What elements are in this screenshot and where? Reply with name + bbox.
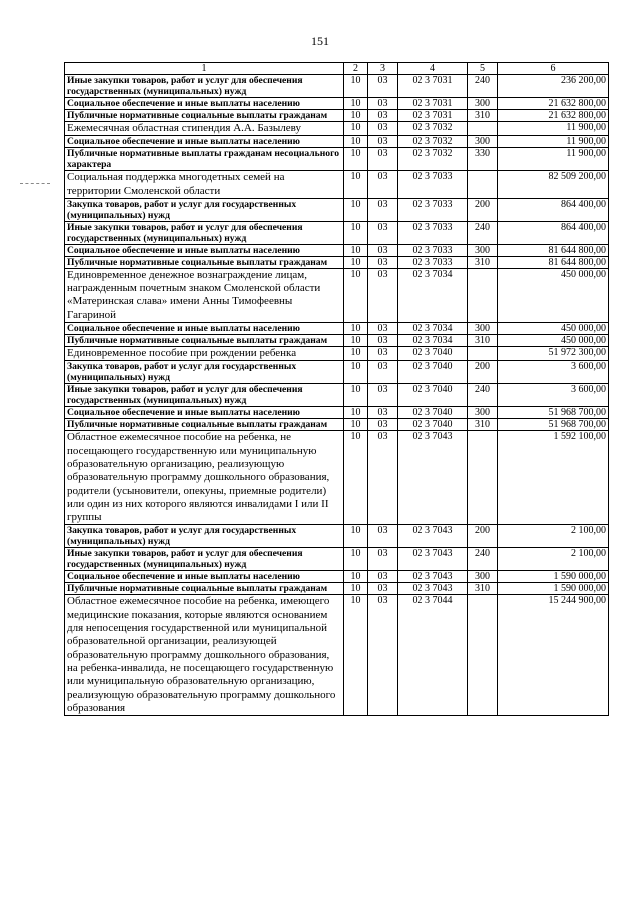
target-article-cell: 02 3 7040 [398,407,468,419]
table-row [65,335,609,347]
table-row [65,256,609,268]
row-name-cell: Публичные нормативные социальные выплаты гражданам [65,419,344,431]
row-name-cell: Ежемесячная областная стипендия А.А. Базылеву [65,122,344,136]
target-article-cell: 02 3 7043 [398,431,468,525]
subsection-code-cell: 03 [368,256,398,268]
amount-cell: 82 509 200,00 [498,171,609,199]
expense-type-cell: 310 [468,335,498,347]
target-article-cell: 02 3 7040 [398,347,468,361]
section-code-cell: 10 [344,595,368,716]
expense-type-cell: 330 [468,148,498,171]
subsection-code-cell: 03 [368,419,398,431]
section-code-cell: 10 [344,122,368,136]
row-name-cell: Публичные нормативные социальные выплаты гражданам [65,110,344,122]
row-name-cell: Публичные нормативные социальные выплаты гражданам [65,335,344,347]
subsection-code-cell: 03 [368,525,398,548]
expense-type-cell [468,595,498,716]
section-code-cell: 10 [344,244,368,256]
amount-cell: 11 900,00 [498,136,609,148]
row-name-cell: Закупка товаров, работ и услуг для государственных (муниципальных) нужд [65,361,344,384]
table-row [65,122,609,136]
amount-cell: 81 644 800,00 [498,244,609,256]
target-article-cell: 02 3 7040 [398,419,468,431]
section-code-cell: 10 [344,347,368,361]
section-code-cell: 10 [344,148,368,171]
header-cell-1: 1 [65,63,344,75]
header-cell-3: 3 [368,63,398,75]
expense-type-cell [468,431,498,525]
target-article-cell: 02 3 7033 [398,256,468,268]
section-code-cell: 10 [344,136,368,148]
table-row [65,98,609,110]
expense-type-cell: 240 [468,384,498,407]
expense-type-cell: 310 [468,110,498,122]
table-row [65,75,609,98]
amount-cell: 1 590 000,00 [498,571,609,583]
target-article-cell: 02 3 7044 [398,595,468,716]
amount-cell: 2 100,00 [498,548,609,571]
table-row [65,110,609,122]
header-row [65,63,609,75]
subsection-code-cell: 03 [368,122,398,136]
expense-type-cell: 300 [468,571,498,583]
subsection-code-cell: 03 [368,595,398,716]
row-name-cell: Социальное обеспечение и иные выплаты населению [65,136,344,148]
amount-cell: 1 592 100,00 [498,431,609,525]
target-article-cell: 02 3 7043 [398,548,468,571]
section-code-cell: 10 [344,268,368,322]
subsection-code-cell: 03 [368,244,398,256]
target-article-cell: 02 3 7033 [398,171,468,199]
target-article-cell: 02 3 7043 [398,571,468,583]
section-code-cell: 10 [344,335,368,347]
subsection-code-cell: 03 [368,431,398,525]
section-code-cell: 10 [344,75,368,98]
header-cell-4: 4 [398,63,468,75]
subsection-code-cell: 03 [368,384,398,407]
row-name-cell: Социальное обеспечение и иные выплаты населению [65,571,344,583]
row-name-cell: Единовременное денежное вознаграждение лицам, награжденным почетным знаком Смоленской области «Материнская слава» имени Анны Тимофеевны Гагариной [65,268,344,322]
table-row [65,419,609,431]
target-article-cell: 02 3 7034 [398,268,468,322]
subsection-code-cell: 03 [368,110,398,122]
section-code-cell: 10 [344,571,368,583]
amount-cell: 21 632 800,00 [498,98,609,110]
row-name-cell: Публичные нормативные выплаты гражданам несоциального характера [65,148,344,171]
target-article-cell: 02 3 7031 [398,98,468,110]
expense-type-cell: 300 [468,407,498,419]
amount-cell: 450 000,00 [498,268,609,322]
budget-table [64,62,609,716]
row-name-cell: Социальная поддержка многодетных семей на территории Смоленской области [65,171,344,199]
row-name-cell: Социальное обеспечение и иные выплаты населению [65,244,344,256]
section-code-cell: 10 [344,384,368,407]
expense-type-cell: 300 [468,136,498,148]
row-name-cell: Социальное обеспечение и иные выплаты населению [65,407,344,419]
amount-cell: 21 632 800,00 [498,110,609,122]
row-name-cell: Иные закупки товаров, работ и услуг для обеспечения государственных (муниципальных) нужд [65,548,344,571]
expense-type-cell: 300 [468,244,498,256]
expense-type-cell [468,268,498,322]
amount-cell: 1 590 000,00 [498,583,609,595]
header-cell-2: 2 [344,63,368,75]
section-code-cell: 10 [344,171,368,199]
expense-type-cell: 300 [468,323,498,335]
amount-cell: 51 968 700,00 [498,407,609,419]
expense-type-cell: 300 [468,98,498,110]
amount-cell: 864 400,00 [498,221,609,244]
section-code-cell: 10 [344,431,368,525]
table-body [65,75,609,716]
amount-cell: 11 900,00 [498,122,609,136]
subsection-code-cell: 03 [368,198,398,221]
expense-type-cell: 200 [468,198,498,221]
table-row [65,595,609,716]
table-row [65,148,609,171]
amount-cell: 3 600,00 [498,361,609,384]
table-row [65,548,609,571]
section-code-cell: 10 [344,221,368,244]
subsection-code-cell: 03 [368,571,398,583]
amount-cell: 81 644 800,00 [498,256,609,268]
target-article-cell: 02 3 7040 [398,384,468,407]
expense-type-cell: 240 [468,548,498,571]
section-code-cell: 10 [344,407,368,419]
amount-cell: 864 400,00 [498,198,609,221]
amount-cell: 51 972 300,00 [498,347,609,361]
section-code-cell: 10 [344,525,368,548]
subsection-code-cell: 03 [368,268,398,322]
header-cell-6: 6 [498,63,609,75]
section-code-cell: 10 [344,548,368,571]
target-article-cell: 02 3 7034 [398,335,468,347]
amount-cell: 15 244 900,00 [498,595,609,716]
target-article-cell: 02 3 7032 [398,148,468,171]
subsection-code-cell: 03 [368,171,398,199]
target-article-cell: 02 3 7033 [398,198,468,221]
table-row [65,407,609,419]
section-code-cell: 10 [344,110,368,122]
target-article-cell: 02 3 7040 [398,361,468,384]
expense-type-cell [468,347,498,361]
row-name-cell: Иные закупки товаров, работ и услуг для обеспечения государственных (муниципальных) нужд [65,384,344,407]
target-article-cell: 02 3 7033 [398,244,468,256]
expense-type-cell: 200 [468,361,498,384]
table-row [65,571,609,583]
subsection-code-cell: 03 [368,98,398,110]
section-code-cell: 10 [344,583,368,595]
section-code-cell: 10 [344,361,368,384]
table-row [65,221,609,244]
target-article-cell: 02 3 7043 [398,525,468,548]
page-number: 151 [311,34,329,48]
subsection-code-cell: 03 [368,221,398,244]
row-name-cell: Социальное обеспечение и иные выплаты населению [65,323,344,335]
expense-type-cell [468,122,498,136]
table-row [65,198,609,221]
target-article-cell: 02 3 7034 [398,323,468,335]
amount-cell: 3 600,00 [498,384,609,407]
row-name-cell: Иные закупки товаров, работ и услуг для обеспечения государственных (муниципальных) нужд [65,221,344,244]
table-row [65,583,609,595]
section-code-cell: 10 [344,198,368,221]
row-name-cell: Закупка товаров, работ и услуг для государственных (муниципальных) нужд [65,525,344,548]
expense-type-cell: 310 [468,583,498,595]
table-row [65,361,609,384]
amount-cell: 2 100,00 [498,525,609,548]
subsection-code-cell: 03 [368,347,398,361]
subsection-code-cell: 03 [368,75,398,98]
subsection-code-cell: 03 [368,323,398,335]
subsection-code-cell: 03 [368,335,398,347]
row-name-cell: Областное ежемесячное пособие на ребенка, не посещающего государственную или муниципальную образовательную организацию, реализующую образовательную программу дошкольного образования, родители (усыновители, опекуны, приемные родители) или один из них которого являются инвалидами I или II группы [65,431,344,525]
row-name-cell: Публичные нормативные социальные выплаты гражданам [65,256,344,268]
section-code-cell: 10 [344,419,368,431]
subsection-code-cell: 03 [368,136,398,148]
row-name-cell: Закупка товаров, работ и услуг для государственных (муниципальных) нужд [65,198,344,221]
expense-type-cell: 310 [468,419,498,431]
row-name-cell: Единовременное пособие при рождении ребенка [65,347,344,361]
subsection-code-cell: 03 [368,548,398,571]
subsection-code-cell: 03 [368,361,398,384]
section-code-cell: 10 [344,98,368,110]
target-article-cell: 02 3 7031 [398,110,468,122]
margin-mark [20,183,50,184]
table-row [65,384,609,407]
row-name-cell: Социальное обеспечение и иные выплаты населению [65,98,344,110]
amount-cell: 236 200,00 [498,75,609,98]
row-name-cell: Публичные нормативные социальные выплаты гражданам [65,583,344,595]
target-article-cell: 02 3 7032 [398,122,468,136]
amount-cell: 11 900,00 [498,148,609,171]
subsection-code-cell: 03 [368,407,398,419]
table-row [65,244,609,256]
row-name-cell: Иные закупки товаров, работ и услуг для обеспечения государственных (муниципальных) нужд [65,75,344,98]
table-row [65,347,609,361]
table-row [65,171,609,199]
expense-type-cell [468,171,498,199]
table-row [65,323,609,335]
table-row [65,136,609,148]
amount-cell: 450 000,00 [498,323,609,335]
table-row [65,268,609,322]
expense-type-cell: 240 [468,221,498,244]
target-article-cell: 02 3 7033 [398,221,468,244]
table-row [65,431,609,525]
subsection-code-cell: 03 [368,148,398,171]
amount-cell: 450 000,00 [498,335,609,347]
target-article-cell: 02 3 7043 [398,583,468,595]
subsection-code-cell: 03 [368,583,398,595]
expense-type-cell: 200 [468,525,498,548]
expense-type-cell: 310 [468,256,498,268]
expense-type-cell: 240 [468,75,498,98]
section-code-cell: 10 [344,256,368,268]
section-code-cell: 10 [344,323,368,335]
target-article-cell: 02 3 7031 [398,75,468,98]
target-article-cell: 02 3 7032 [398,136,468,148]
row-name-cell: Областное ежемесячное пособие на ребенка, имеющего медицинские показания, которые являются основанием для непосещения государственной или муниципальной образовательной организации, реализующей образовательную программу дошкольного образования, на ребенка-инвалида, не посещающего государственную или муниципальную образовательную организацию, реализующую образовательную программу дошкольного образования [65,595,344,716]
table-row [65,525,609,548]
amount-cell: 51 968 700,00 [498,419,609,431]
header-cell-5: 5 [468,63,498,75]
